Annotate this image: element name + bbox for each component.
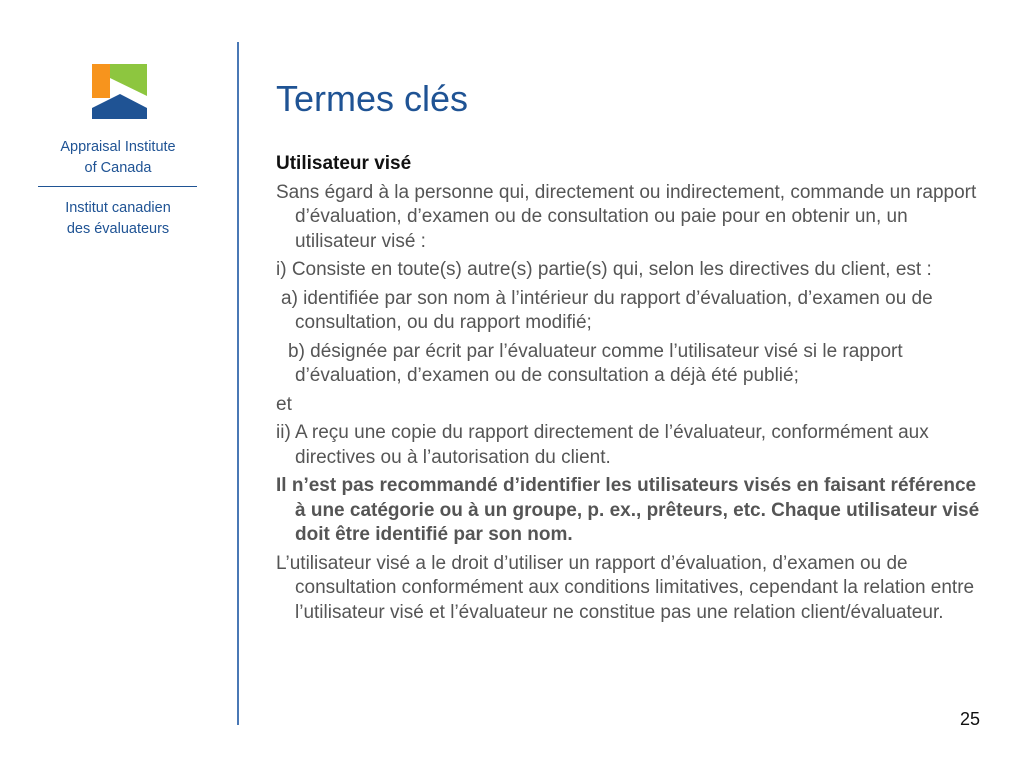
slide-title: Termes clés (276, 78, 469, 119)
paragraph-item-ii: ii) A reçu une copie du rapport directement de l’évaluateur, conformément aux directives ou à l’autorisation du client. (276, 422, 929, 468)
aic-logo-icon (92, 64, 147, 119)
paragraph-et: et (276, 393, 292, 415)
org-name-english (30, 137, 206, 179)
org-name-en-line1: Appraisal Institute (60, 139, 176, 155)
org-divider (38, 186, 197, 187)
paragraph-recommendation: Il n’est pas recommandé d’identifier les utilisateurs visés en faisant référence à une catégorie ou à un groupe, p. ex., prêteurs, etc. Chaque utilisateur visé doit être identifié par son nom. (276, 475, 980, 545)
org-name-fr-line2: des évaluateurs (66, 221, 170, 237)
org-name-fr-line1: Institut canadien (65, 200, 171, 216)
paragraph-item-b: b) désignée par écrit par l’évaluateur comme l’utilisateur visé si le rapport d’évaluation, d’examen ou de consultation a déjà été publié; (288, 340, 903, 386)
subheading: Utilisateur visé (276, 153, 412, 174)
paragraph-item-a: a) identifiée par son nom à l’intérieur du rapport d’évaluation, d’examen ou de consultation, ou du rapport modifié; (281, 287, 933, 333)
vertical-divider (237, 42, 239, 725)
org-name-en-line2: of Canada (84, 160, 152, 176)
org-name-french (30, 198, 206, 240)
slide-body (276, 152, 991, 629)
paragraph-item-i: i) Consiste en toute(s) autre(s) partie(s) qui, selon les directives du client, est : (276, 259, 932, 280)
paragraph-rights: L’utilisateur visé a le droit d’utiliser un rapport d’évaluation, d’examen ou de consultation conformément aux conditions limitatives, cependant la relation entre l’utilisateur visé et l’évaluateur ne constitue pas une relation client/évaluateur. (276, 552, 975, 623)
paragraph-definition: Sans égard à la personne qui, directement ou indirectement, commande un rapport d’évaluation, d’examen ou de consultation ou paie pour en obtenir un, un utilisateur visé : (276, 181, 977, 252)
page-number: 25 (959, 709, 980, 729)
